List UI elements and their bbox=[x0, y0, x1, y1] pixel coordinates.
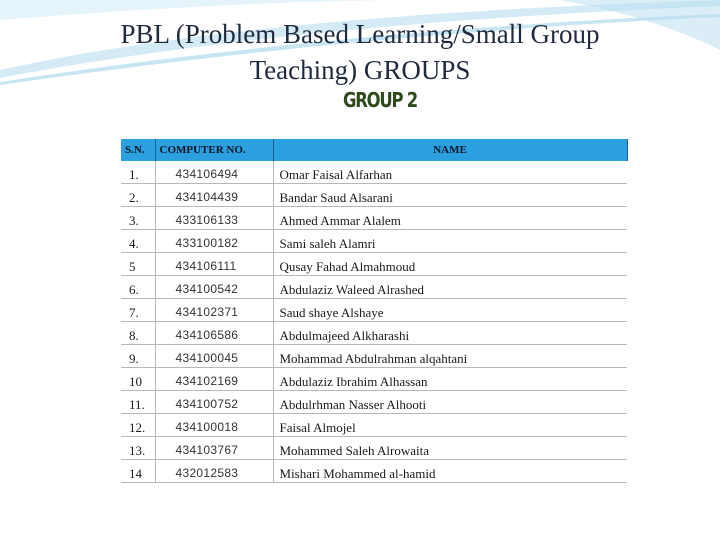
table-row bbox=[121, 322, 627, 345]
cell-computer-no: 434102169 bbox=[155, 368, 273, 391]
cell-name: Mohammed Saleh Alrowaita bbox=[273, 437, 627, 460]
table-row bbox=[121, 299, 627, 322]
table-row bbox=[121, 391, 627, 414]
cell-computer-no: 434106586 bbox=[155, 322, 273, 345]
cell-sn: 13. bbox=[121, 437, 155, 460]
cell-name: Abdulaziz Ibrahim Alhassan bbox=[273, 368, 627, 391]
cell-name: Saud shaye Alshaye bbox=[273, 299, 627, 322]
cell-computer-no: 433106133 bbox=[155, 207, 273, 230]
table-header-row bbox=[121, 139, 627, 161]
cell-sn: 9. bbox=[121, 345, 155, 368]
title-line-2: Teaching) GROUPS bbox=[249, 55, 471, 85]
cell-sn: 6. bbox=[121, 276, 155, 299]
cell-name: Abdulaziz Waleed Alrashed bbox=[273, 276, 627, 299]
cell-sn: 5 bbox=[121, 253, 155, 276]
table-row bbox=[121, 230, 627, 253]
group-members-table bbox=[121, 139, 627, 483]
header-computer-no: COMPUTER NO. bbox=[155, 139, 273, 161]
header-name: NAME bbox=[273, 139, 627, 161]
cell-computer-no: 434100542 bbox=[155, 276, 273, 299]
cell-name: Abdulrhman Nasser Alhooti bbox=[273, 391, 627, 414]
cell-computer-no: 434104439 bbox=[155, 184, 273, 207]
cell-name: Sami saleh Alamri bbox=[273, 230, 627, 253]
cell-sn: 7. bbox=[121, 299, 155, 322]
cell-sn: 11. bbox=[121, 391, 155, 414]
title-line-1: PBL (Problem Based Learning/Small Group bbox=[120, 19, 600, 49]
table-row bbox=[121, 184, 627, 207]
cell-name: Faisal Almojel bbox=[273, 414, 627, 437]
cell-computer-no: 432012583 bbox=[155, 460, 273, 483]
table-row bbox=[121, 414, 627, 437]
group-label: GROUP 2 bbox=[343, 88, 417, 112]
cell-sn: 1. bbox=[121, 161, 155, 184]
table-row bbox=[121, 207, 627, 230]
cell-name: Bandar Saud Alsarani bbox=[273, 184, 627, 207]
slide-title bbox=[40, 16, 680, 88]
cell-computer-no: 434100752 bbox=[155, 391, 273, 414]
cell-sn: 4. bbox=[121, 230, 155, 253]
cell-name: Omar Faisal Alfarhan bbox=[273, 161, 627, 184]
cell-sn: 2. bbox=[121, 184, 155, 207]
table-row bbox=[121, 253, 627, 276]
table-row bbox=[121, 437, 627, 460]
cell-name: Mohammad Abdulrahman alqahtani bbox=[273, 345, 627, 368]
cell-computer-no: 434106111 bbox=[155, 253, 273, 276]
cell-computer-no: 433100182 bbox=[155, 230, 273, 253]
table-row bbox=[121, 161, 627, 184]
table-row bbox=[121, 276, 627, 299]
table-row bbox=[121, 460, 627, 483]
cell-name: Ahmed Ammar Alalem bbox=[273, 207, 627, 230]
table-row bbox=[121, 368, 627, 391]
cell-computer-no: 434100018 bbox=[155, 414, 273, 437]
cell-computer-no: 434102371 bbox=[155, 299, 273, 322]
header-sn: S.N. bbox=[121, 139, 155, 161]
cell-computer-no: 434103767 bbox=[155, 437, 273, 460]
cell-sn: 8. bbox=[121, 322, 155, 345]
cell-name: Mishari Mohammed al-hamid bbox=[273, 460, 627, 483]
cell-computer-no: 434106494 bbox=[155, 161, 273, 184]
cell-name: Qusay Fahad Almahmoud bbox=[273, 253, 627, 276]
cell-sn: 12. bbox=[121, 414, 155, 437]
table-row bbox=[121, 345, 627, 368]
cell-sn: 3. bbox=[121, 207, 155, 230]
cell-sn: 10 bbox=[121, 368, 155, 391]
cell-computer-no: 434100045 bbox=[155, 345, 273, 368]
cell-sn: 14 bbox=[121, 460, 155, 483]
cell-name: Abdulmajeed Alkharashi bbox=[273, 322, 627, 345]
